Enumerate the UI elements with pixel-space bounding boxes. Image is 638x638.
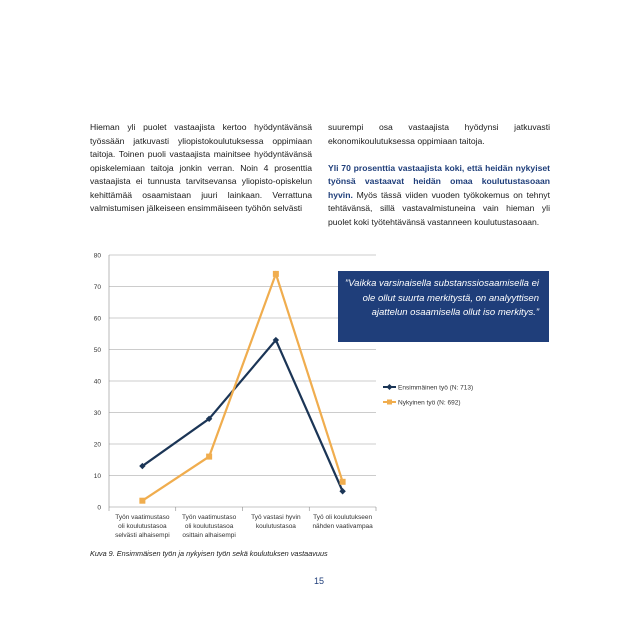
page-number: 15: [313, 576, 324, 586]
series-line-2: [142, 274, 342, 501]
y-tick-label: 60: [93, 315, 101, 323]
y-tick-label: 50: [93, 347, 101, 354]
y-tick-label: 0: [97, 504, 101, 512]
right-paragraph-1: suurempi osa vastaajista hyödynsi jatkuvasti ekonomikoulutuksessa oppimiaan taitoja.: [328, 122, 550, 146]
legend-marker: [387, 400, 392, 405]
x-tick-label: osittain alhaisempi: [182, 532, 236, 539]
x-tick-label: Työn vaatimustaso: [115, 514, 170, 521]
y-tick-label: 70: [93, 284, 101, 291]
data-point: [206, 454, 212, 460]
pull-quote: ”Vaikka varsinaisella substanssiosaamisella ei ole ollut suurta merkitystä, on analyyttisen ajattelun osaamisella ollut iso merkitys.”: [338, 271, 549, 342]
left-paragraph: Hieman yli puolet vastaajista kertoo hyödyntävänsä työssään jatkuvasti yliopistokoulutuksessa oppimiaan taitoja. Toinen puoli vastaajista mainitsee hyödyntävänsä opiskelemiaan taitoja jonkin verran. Noin 4 prosenttia vastaajista ei tunnusta tarvitsevansa yliopisto-opiskelun kehittämää osaamistaan juuri lainkaan. Verrattuna valmistumisen jälkeiseen ensimmäiseen työhön selvästi: [90, 122, 312, 213]
legend-label: Ensimmäinen työ (N: 713): [398, 384, 474, 392]
data-point: [273, 271, 279, 277]
right-paragraph-2-rest: Myös tässä viiden vuoden työkokemus on tehnyt tehtävänsä, sillä vastavalmistuneina vain hieman yli puolet koki työtehtävänsä vastanneen koulutustasoaan.: [328, 189, 550, 227]
y-tick-label: 20: [93, 441, 101, 449]
y-tick-label: 40: [93, 378, 101, 386]
legend-label: Nykyinen työ (N: 692): [398, 399, 461, 407]
y-tick-label: 30: [93, 410, 101, 417]
x-tick-label: koulutustasoa: [255, 523, 296, 530]
y-tick-label: 10: [93, 473, 101, 480]
data-point: [339, 488, 345, 494]
data-point: [340, 479, 346, 485]
x-tick-label: Työ oli koulutukseen: [313, 514, 373, 521]
highlighted-statement: Yli 70 prosenttia vastaajista koki, että heidän nykyiset työnsä vastaavat heidän omaa koulutustasoaan hyvin.: [328, 162, 550, 200]
x-tick-label: Työn vaatimustaso: [182, 514, 237, 521]
figure-caption: Kuva 9. Ensimmäisen työn ja nykyisen työn sekä koulutuksen vastaavuus: [90, 549, 328, 558]
legend-marker: [387, 384, 393, 390]
data-point: [139, 498, 145, 504]
x-tick-label: Työ vastasi hyvin: [251, 514, 301, 521]
y-tick-label: 80: [93, 252, 101, 260]
x-tick-label: nähden vaativampaa: [312, 523, 373, 530]
x-tick-label: selvästi alhaisempi: [115, 532, 170, 539]
x-tick-label: oli koulutustasoa: [118, 523, 167, 530]
x-tick-label: oli koulutustasoa: [184, 523, 234, 530]
